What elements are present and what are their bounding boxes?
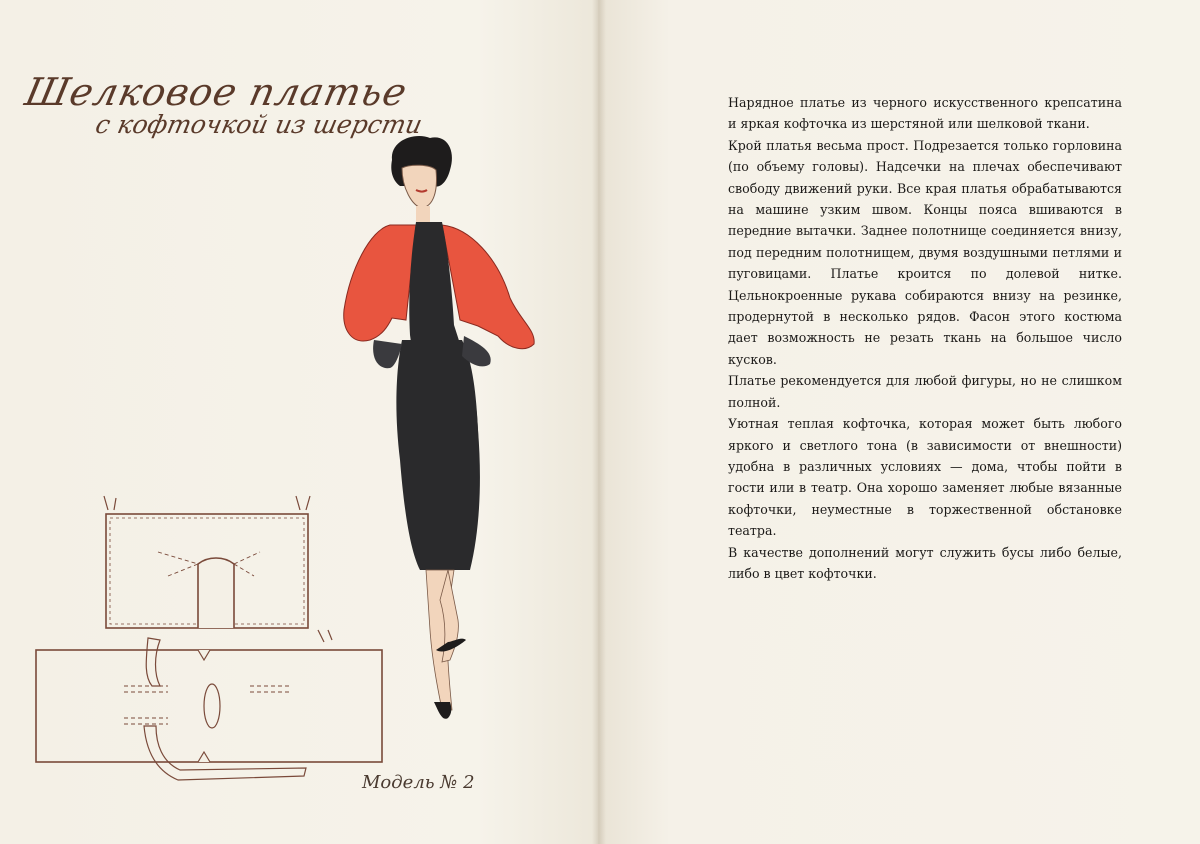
paragraph: Крой платья весьма прост. Подрезается только горловина (по объему головы). Надсечки на плечах обеспечивают свободу движений руки. Все края платья обрабатываются на машине узким швом. Концы пояса вшиваются в передние вытачки. Заднее полотнище соединяется внизу, под передним полотнищем, двумя воздушными петлями и пуговицами. Платье кроится по долевой нитке. Цельнокроенные рукава собираются внизу на резинке, продернутой в несколько рядов. Фасон этого костюма дает возможность не резать ткань на большое число кусков. (728, 137, 1122, 367)
jacket-left (344, 225, 416, 341)
paragraph: В качестве дополнений могут служить бусы либо белые, либо в цвет кофточки. (728, 544, 1122, 581)
paragraph: Нарядное платье из черного искусственного крепсатина и яркая кофточка из шерстяной или шелковой ткани. (728, 95, 1122, 132)
article-text (728, 92, 1122, 584)
dress-skirt (396, 340, 480, 570)
pattern-sash (146, 638, 160, 686)
model-label: Модель № 2 (362, 772, 475, 793)
pattern-piece-lower (36, 650, 382, 762)
book-gutter (592, 0, 606, 844)
sewing-pattern-diagram (28, 490, 398, 800)
page-subtitle: с кофточкой из шерсти (92, 110, 425, 139)
shoe-left (434, 702, 451, 719)
face (402, 165, 436, 208)
page-title: Шелковое платье (21, 70, 412, 114)
jacket-right (442, 225, 534, 349)
paragraph: Платье рекомендуется для любой фигуры, но не слишком полной. (728, 373, 1122, 410)
paragraph: Уютная теплая кофточка, которая может быть любого яркого и светлого тона (в зависимости от внешности) удобна в различных условиях — дома, чтобы пойти в гости или в театр. Она хорошо заменяет любые вязанные кофточки, неуместные в торжественной обстановке театра. (728, 416, 1122, 539)
